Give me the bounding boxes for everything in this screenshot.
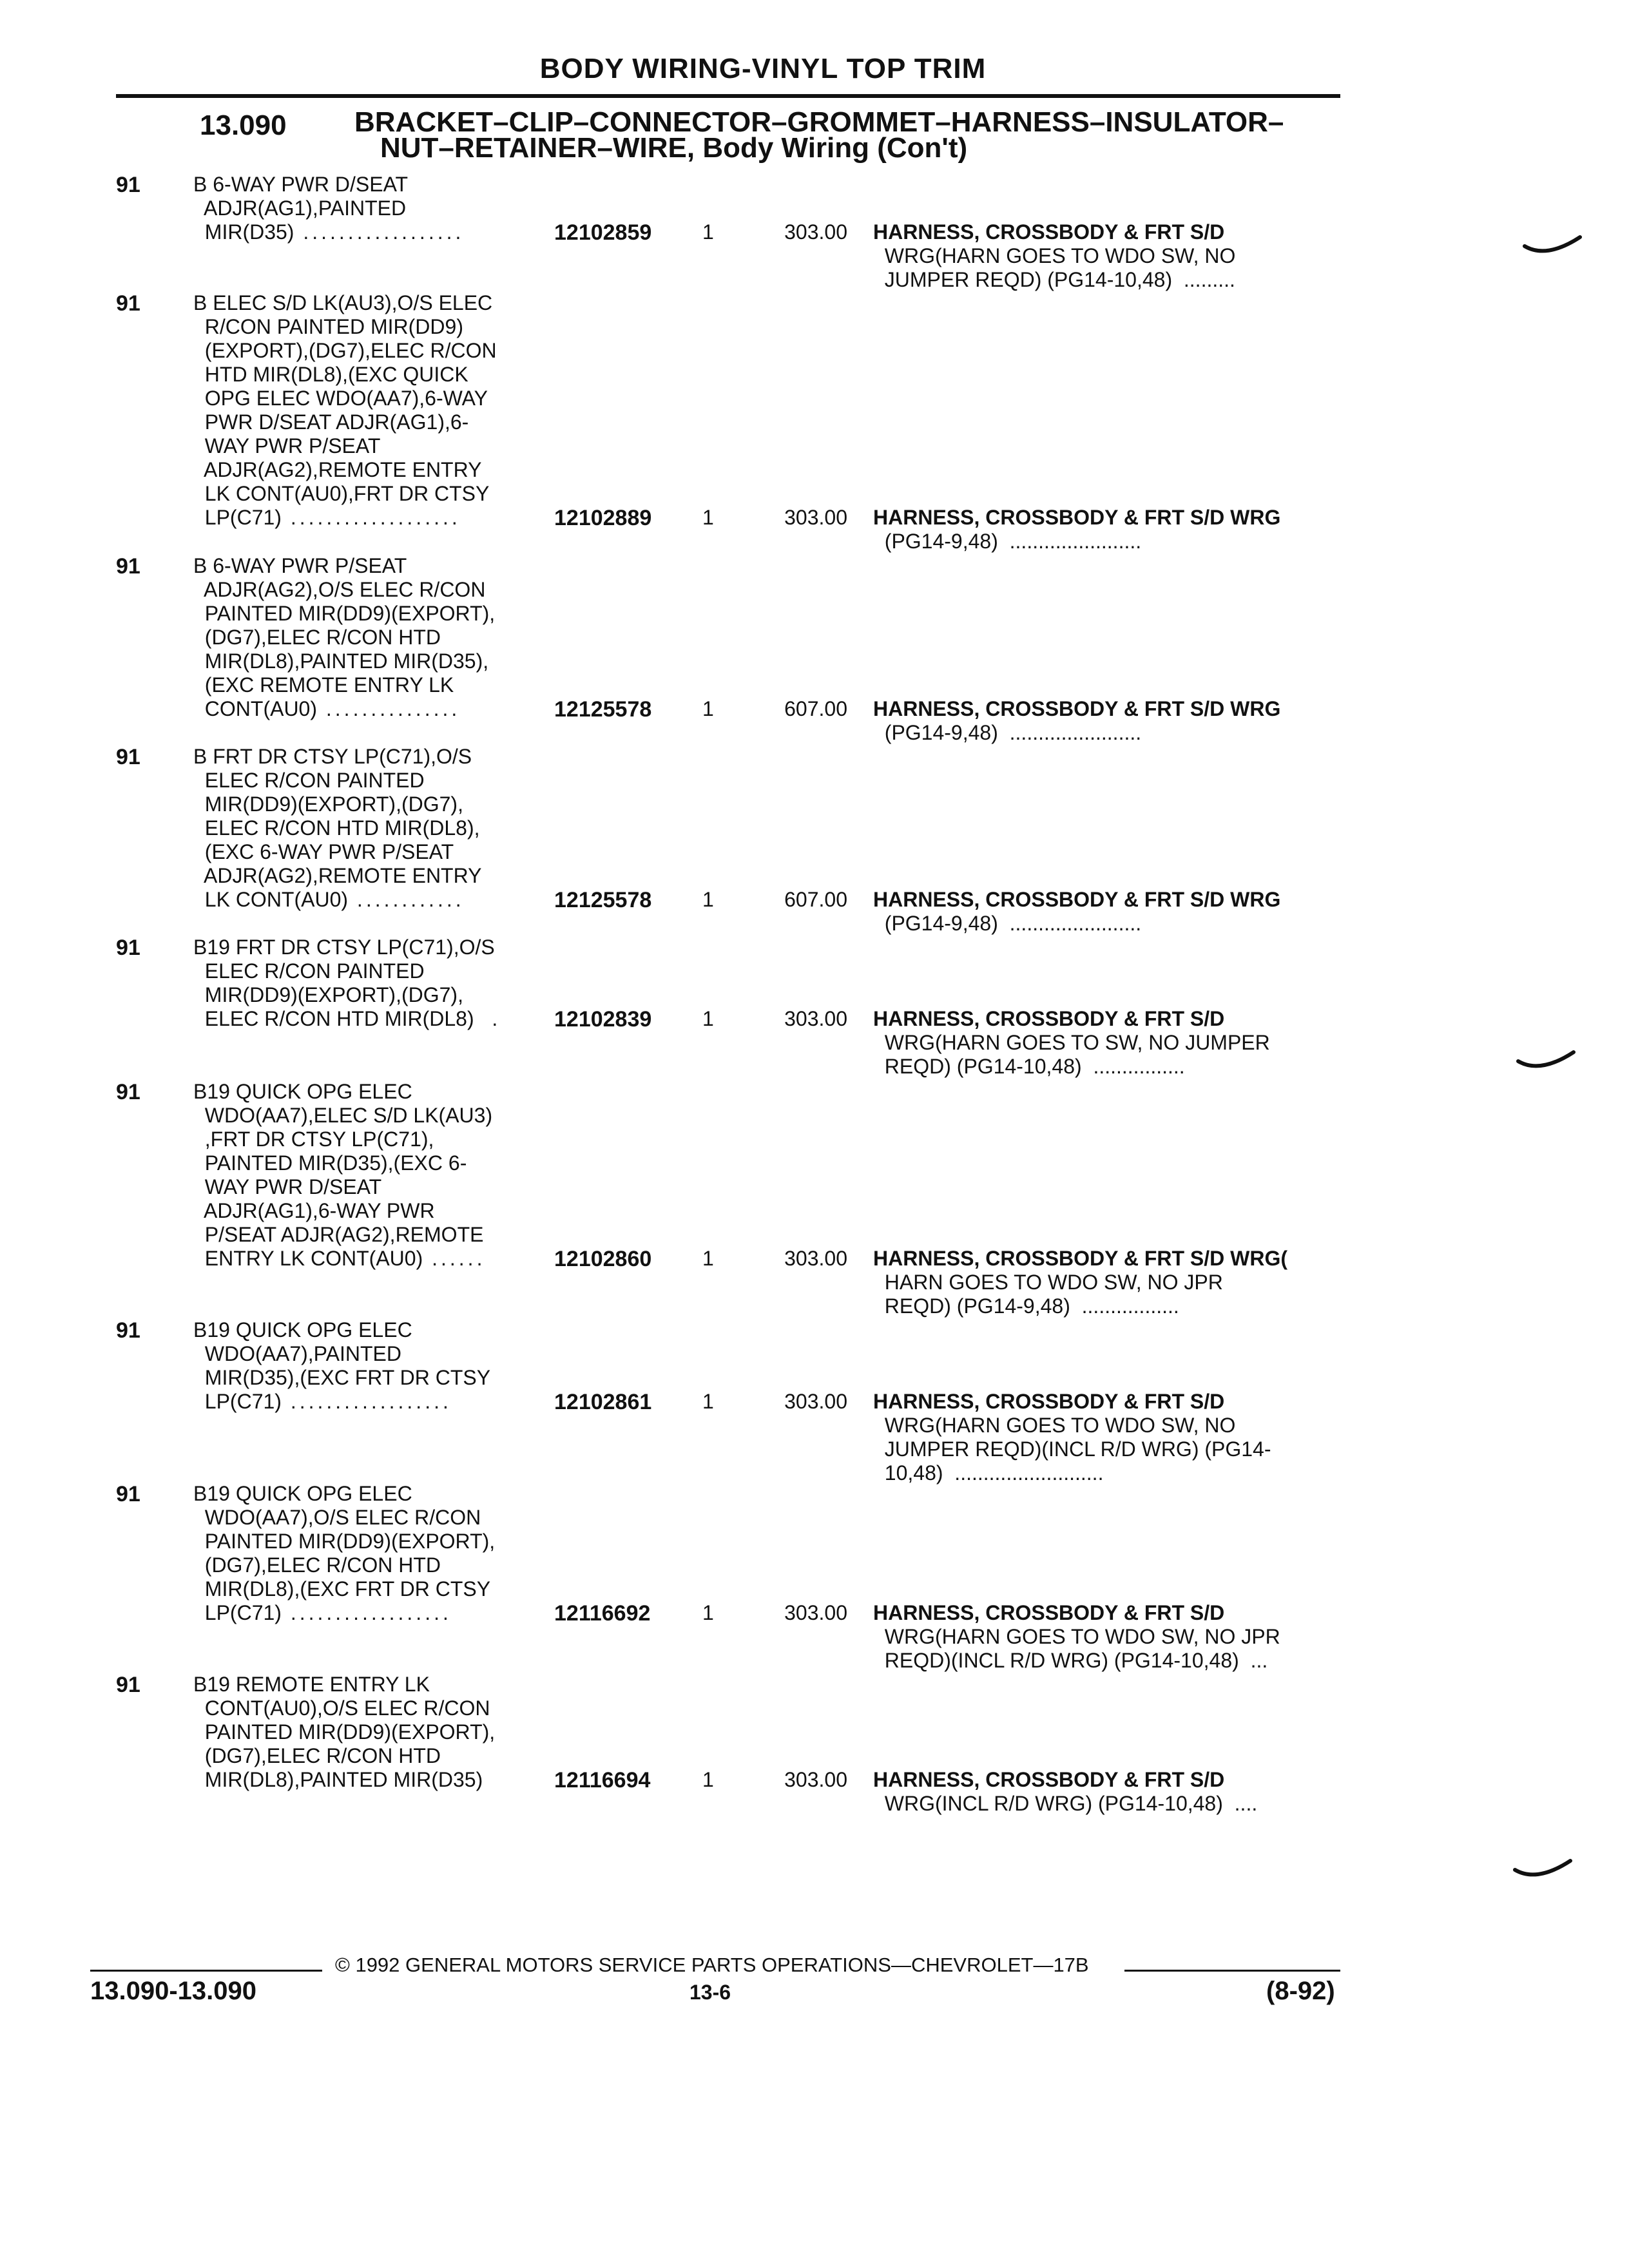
part-number: 12116692 xyxy=(554,1601,651,1626)
part-name-title: HARNESS, CROSSBODY & FRT S/D xyxy=(873,1768,1225,1791)
section-number: 13.090 xyxy=(200,110,287,141)
quantity: 1 xyxy=(702,888,714,911)
usage-description: B19 QUICK OPG ELEC WDO(AA7),ELEC S/D LK(AU3) ,FRT DR CTSY LP(C71), PAINTED MIR(D35),(EXC 6- WAY PWR D/SEAT ADJR(AG1),6-WAY PWR P/SEAT ADJR(AG2),REMOTE ENTRY LK CONT(AU0) ...... xyxy=(193,1080,493,1270)
figure-number: 91 xyxy=(116,1318,140,1343)
part-name-title: HARNESS, CROSSBODY & FRT S/D xyxy=(873,1390,1225,1413)
part-name-detail: WRG(HARN GOES TO WDO SW, NO JUMPER REQD) (PG14-10,48) ......... xyxy=(884,244,1236,291)
part-name xyxy=(873,506,1350,553)
figure-number: 91 xyxy=(116,173,140,197)
part-number: 12102861 xyxy=(554,1390,652,1414)
header-rule xyxy=(116,94,1340,98)
price: 303.00 xyxy=(784,220,847,244)
part-name-detail: WRG(INCL R/D WRG) (PG14-10,48) .... xyxy=(884,1792,1258,1815)
part-name xyxy=(873,1390,1350,1485)
price: 303.00 xyxy=(784,1601,847,1624)
part-number: 12102889 xyxy=(554,506,652,530)
usage-description: B FRT DR CTSY LP(C71),O/S ELEC R/CON PAINTED MIR(DD9)(EXPORT),(DG7), ELEC R/CON HTD MIR(DL8), (EXC 6-WAY PWR P/SEAT ADJR(AG2),REMOTE ENTRY LK CONT(AU0) ............ xyxy=(193,745,482,911)
footer-rule-right xyxy=(1124,1970,1340,1972)
part-name-title: HARNESS, CROSSBODY & FRT S/D xyxy=(873,1007,1225,1030)
dot-leader: ...... xyxy=(423,1247,486,1270)
usage-description: B 6-WAY PWR P/SEAT ADJR(AG2),O/S ELEC R/CON PAINTED MIR(DD9)(EXPORT), (DG7),ELEC R/CON HTD MIR(DL8),PAINTED MIR(D35), (EXC REMOTE ENTRY LK CONT(AU0) ............... xyxy=(193,554,496,720)
usage-description: B19 FRT DR CTSY LP(C71),O/S ELEC R/CON PAINTED MIR(DD9)(EXPORT),(DG7), ELEC R/CON HTD MIR(DL8) . xyxy=(193,936,501,1030)
part-name-detail: (PG14-9,48) ....................... xyxy=(884,912,1142,935)
check-mark-icon xyxy=(1521,232,1585,264)
check-mark-icon xyxy=(1511,1856,1576,1888)
footer-date: (8-92) xyxy=(1266,1977,1335,2005)
part-name-title: HARNESS, CROSSBODY & FRT S/D xyxy=(873,220,1225,244)
part-name-detail: WRG(HARN GOES TO WDO SW, NO JPR REQD)(INCL R/D WRG) (PG14-10,48) ... xyxy=(884,1625,1280,1672)
part-name-title: HARNESS, CROSSBODY & FRT S/D WRG xyxy=(873,506,1281,529)
price: 607.00 xyxy=(784,697,847,720)
page-title: BODY WIRING-VINYL TOP TRIM xyxy=(539,53,987,84)
part-name xyxy=(873,697,1350,745)
part-number: 12102859 xyxy=(554,220,652,245)
part-name-detail: WRG(HARN GOES TO WDO SW, NO JUMPER REQD)(INCL R/D WRG) (PG14- 10,48) .......................... xyxy=(884,1414,1271,1485)
price: 303.00 xyxy=(784,1247,847,1270)
part-name xyxy=(873,220,1350,292)
figure-number: 91 xyxy=(116,1482,140,1506)
figure-number: 91 xyxy=(116,936,140,960)
part-name-title: HARNESS, CROSSBODY & FRT S/D WRG xyxy=(873,888,1281,911)
part-number: 12125578 xyxy=(554,888,652,912)
quantity: 1 xyxy=(702,220,714,244)
part-number: 12116694 xyxy=(554,1768,651,1792)
part-name xyxy=(873,1007,1350,1079)
quantity: 1 xyxy=(702,1601,714,1624)
check-mark-icon xyxy=(1514,1047,1579,1079)
dot-leader: ............ xyxy=(348,888,465,911)
figure-number: 91 xyxy=(116,745,140,769)
part-name-detail: HARN GOES TO WDO SW, NO JPR REQD) (PG14-9,48) ................. xyxy=(884,1271,1223,1318)
price: 607.00 xyxy=(784,888,847,911)
usage-description: B19 QUICK OPG ELEC WDO(AA7),O/S ELEC R/CON PAINTED MIR(DD9)(EXPORT), (DG7),ELEC R/CON HTD MIR(DL8),(EXC FRT DR CTSY LP(C71) .................. xyxy=(193,1482,496,1624)
part-name xyxy=(873,888,1350,936)
usage-description: B 6-WAY PWR D/SEAT ADJR(AG1),PAINTED MIR(D35) .................. xyxy=(193,173,465,244)
section-title-line1: BRACKET–CLIP–CONNECTOR–GROMMET–HARNESS–INSULATOR– xyxy=(354,106,1284,138)
price: 303.00 xyxy=(784,1390,847,1413)
figure-number: 91 xyxy=(116,554,140,579)
quantity: 1 xyxy=(702,1247,714,1270)
footer-section-range: 13.090-13.090 xyxy=(90,1977,257,2005)
usage-description: B19 REMOTE ENTRY LK CONT(AU0),O/S ELEC R/CON PAINTED MIR(DD9)(EXPORT), (DG7),ELEC R/CON HTD MIR(DL8),PAINTED MIR(D35) xyxy=(193,1673,496,1791)
price: 303.00 xyxy=(784,1768,847,1791)
dot-leader: .................. xyxy=(281,1601,452,1624)
figure-number: 91 xyxy=(116,1673,140,1697)
dot-leader: ............... xyxy=(317,697,461,720)
quantity: 1 xyxy=(702,1390,714,1413)
footer-page-number: 13-6 xyxy=(689,1981,731,2004)
quantity: 1 xyxy=(702,506,714,529)
part-number: 12125578 xyxy=(554,697,652,722)
dot-leader: . xyxy=(474,1007,501,1030)
footer-copyright: © 1992 GENERAL MOTORS SERVICE PARTS OPERATIONS—CHEVROLET—17B xyxy=(335,1954,1089,1976)
part-name xyxy=(873,1247,1350,1318)
price: 303.00 xyxy=(784,506,847,529)
part-name-detail: WRG(HARN GOES TO SW, NO JUMPER REQD) (PG14-10,48) ................ xyxy=(884,1031,1270,1078)
dot-leader: .................. xyxy=(294,220,465,244)
part-name-title: HARNESS, CROSSBODY & FRT S/D xyxy=(873,1601,1225,1624)
part-number: 12102860 xyxy=(554,1247,652,1271)
part-name-title: HARNESS, CROSSBODY & FRT S/D WRG( xyxy=(873,1247,1287,1270)
figure-number: 91 xyxy=(116,1080,140,1104)
dot-leader: .................. xyxy=(281,1390,452,1413)
part-name xyxy=(873,1768,1350,1816)
part-name-detail: (PG14-9,48) ....................... xyxy=(884,721,1142,744)
quantity: 1 xyxy=(702,697,714,720)
part-number: 12102839 xyxy=(554,1007,652,1032)
footer-rule-left xyxy=(90,1970,322,1972)
part-name-detail: (PG14-9,48) ....................... xyxy=(884,530,1142,553)
usage-description: B19 QUICK OPG ELEC WDO(AA7),PAINTED MIR(D35),(EXC FRT DR CTSY LP(C71) .................. xyxy=(193,1318,491,1413)
part-name-title: HARNESS, CROSSBODY & FRT S/D WRG xyxy=(873,697,1281,720)
usage-description: B ELEC S/D LK(AU3),O/S ELEC R/CON PAINTED MIR(DD9) (EXPORT),(DG7),ELEC R/CON HTD MIR(DL8),(EXC QUICK OPG ELEC WDO(AA7),6-WAY PWR D/SEAT ADJR(AG1),6- WAY PWR P/SEAT ADJR(AG2),REMOTE ENTRY LK CONT(AU0),FRT DR CTSY LP(C71) ................... xyxy=(193,291,497,529)
figure-number: 91 xyxy=(116,291,140,316)
quantity: 1 xyxy=(702,1768,714,1791)
section-title-line2: NUT–RETAINER–WIRE, Body Wiring (Con't) xyxy=(380,132,968,164)
dot-leader: ................... xyxy=(281,506,461,529)
part-name xyxy=(873,1601,1350,1673)
quantity: 1 xyxy=(702,1007,714,1030)
price: 303.00 xyxy=(784,1007,847,1030)
section-title xyxy=(354,106,1284,164)
